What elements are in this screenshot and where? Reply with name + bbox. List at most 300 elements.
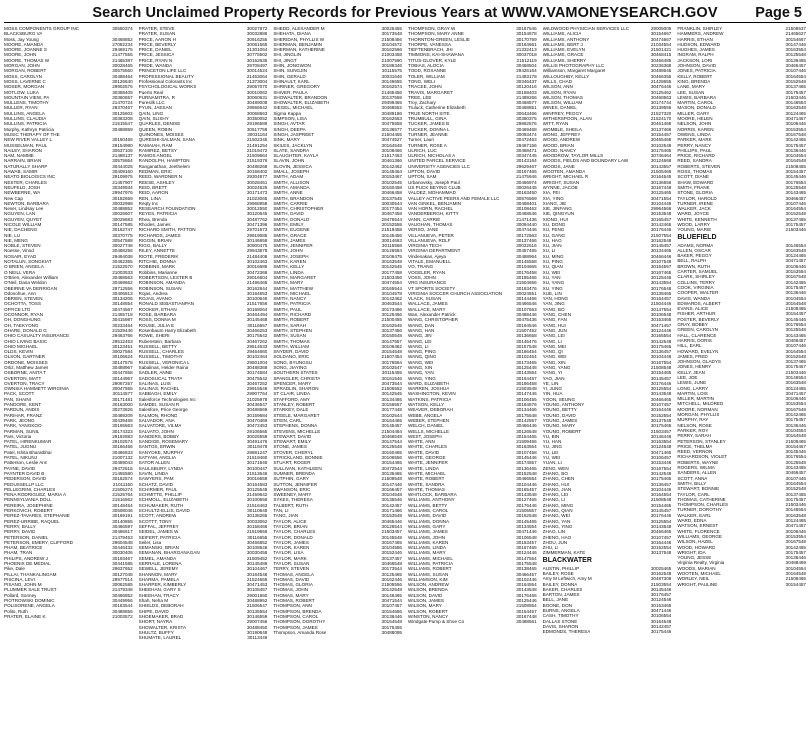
property-id: 30273826 xyxy=(112,407,133,413)
property-id: 21509548 xyxy=(381,476,402,482)
owner-name: XU, FENG xyxy=(542,227,565,233)
property-id: 30487762 xyxy=(246,216,268,222)
property-id: 30142457 xyxy=(650,623,672,629)
owner-name: Pars, Victoria xyxy=(4,433,32,439)
owner-name: THOMPSON, GRAY W xyxy=(408,26,456,31)
property-id: 30047555 xyxy=(112,386,133,392)
owner-name: Pike, Dale xyxy=(4,566,25,572)
owner-name: PARDUN, ANDIS xyxy=(4,407,40,413)
property-id: 30233464 xyxy=(112,322,133,328)
owner-name: WANG, JIN xyxy=(408,333,432,339)
owner-name: SANDERS, BOBBY xyxy=(138,433,180,439)
owner-name: XIANG, JIE xyxy=(542,200,567,206)
property-id: 30146446 xyxy=(650,433,672,439)
owner-name: TRUMBULL, GINA xyxy=(408,116,447,122)
owner-name: ROBINSON, AMANDA xyxy=(138,280,186,286)
owner-name: SMITH, JOSEPH xyxy=(273,253,309,259)
listing-column-2 xyxy=(139,26,268,737)
owner-name: PERRY, BALLY xyxy=(4,523,36,529)
owner-name: ZHANG, HUI xyxy=(542,481,570,487)
owner-name: SMITH, WILLIAM xyxy=(273,343,310,349)
owner-name: PHILIPS, ANDREW J xyxy=(4,555,48,561)
property-id: 30164457 xyxy=(516,375,537,381)
owner-name: WILLIAMS, PATRICIA xyxy=(408,560,454,566)
property-id: 30489043 xyxy=(112,460,133,466)
owner-name: SMITH, JENNIFER xyxy=(273,243,313,249)
property-id: 30160466 xyxy=(112,137,133,143)
property-id: 30115568 xyxy=(381,243,402,249)
property-id: 30471465 xyxy=(650,449,672,455)
owner-name: PHILLIPS, PAUL xyxy=(677,147,712,153)
property-id: 30488563 xyxy=(112,274,133,280)
owner-name: PURNAMITRA, R xyxy=(138,94,175,100)
owner-name: SMITH, CHRISTOPHER xyxy=(273,206,324,212)
owner-name: BAILEY, DONNA xyxy=(542,581,578,587)
property-id: 30125548 xyxy=(785,52,806,58)
property-id: 30176446 xyxy=(650,227,672,233)
property-id: 30124465 xyxy=(785,385,806,391)
owner-name: FRANKLIN, SHIRLEY xyxy=(677,26,723,31)
property-id: 21505556 xyxy=(381,582,402,588)
property-id: 30124668 xyxy=(650,158,672,164)
owner-name: WILLIAMS, KAREN xyxy=(408,539,449,545)
owner-name: YANG, YI xyxy=(542,370,563,376)
property-id: 30164457 xyxy=(650,296,672,302)
owner-name: ROSE, BARBARA xyxy=(138,312,177,318)
owner-name: NGUYEN, LAN xyxy=(4,211,36,217)
property-id: 30024625 xyxy=(246,184,268,190)
owner-name: SMITH, SARAH xyxy=(273,322,306,328)
property-id: 30137456 xyxy=(381,327,402,333)
owner-name: BELL, RALPH xyxy=(677,258,707,264)
owner-name: TITUS-GLOVER, KYLE xyxy=(408,57,457,63)
owner-name: SYKES, THERESA xyxy=(273,497,313,503)
property-id: 21505466 xyxy=(650,169,672,175)
property-id: 30158466 xyxy=(246,523,268,529)
property-id: 30108466 xyxy=(381,147,402,153)
owner-name: REED, SANDRA xyxy=(677,158,712,164)
property-id: 30152558 xyxy=(381,221,402,227)
owner-name: Salesforce Technologies Inc xyxy=(138,396,196,402)
property-id: 30142548 xyxy=(650,470,672,476)
owner-name: WATSON, ERNEST xyxy=(677,523,719,529)
property-id: 21513646 xyxy=(246,470,268,476)
owner-name: SMITH, KELLY xyxy=(273,264,305,270)
owner-name: MASON, DONALD xyxy=(677,105,716,111)
owner-name: NAM, NAMME xyxy=(4,153,34,159)
property-id: 30153554 xyxy=(785,401,806,407)
property-id: 30176554 xyxy=(785,454,806,460)
property-id: 30468471 xyxy=(516,147,537,153)
owner-name: RIGGIN, BRIAN xyxy=(138,237,172,243)
property-id: 30104554 xyxy=(785,565,806,571)
owner-name: MORGAN, ROBERT xyxy=(4,68,47,74)
property-id: 30153465 xyxy=(650,317,672,323)
property-id: 30164554 xyxy=(785,206,806,212)
property-id: 30175457 xyxy=(785,221,806,227)
property-id: 30136465 xyxy=(785,57,806,63)
property-id: 30145446 xyxy=(785,449,806,455)
owner-name: THOMPSON, MARY ANNE xyxy=(408,31,464,37)
listing-column-5 xyxy=(543,26,672,737)
property-id: 21465387 xyxy=(112,57,133,63)
owner-name: SCHIRMER, PAUL xyxy=(138,486,178,492)
owner-name: Ranganathan, Jeethelem xyxy=(138,163,190,169)
property-id: 30470469 xyxy=(246,417,268,423)
owner-name: Turner, Lauri xyxy=(408,137,434,143)
owner-name: SALVATO, JOHN xyxy=(138,428,174,434)
property-id: 30102545 xyxy=(381,179,402,185)
property-id: 30153554 xyxy=(785,269,806,275)
owner-name: JONES, PATRICIA xyxy=(677,68,716,74)
owner-name: ZHANG, LI xyxy=(542,497,566,503)
owner-name: VANN, CARRIE xyxy=(408,216,441,222)
property-id: 29968958 xyxy=(246,200,268,206)
property-id: 30174557 xyxy=(516,460,537,466)
property-id: 30167448 xyxy=(650,184,672,190)
owner-name: PLUMMER SALE TRUST xyxy=(4,587,57,593)
owner-name: WHITE, MICHAEL xyxy=(408,470,446,476)
property-id: 29708497 xyxy=(246,63,268,69)
property-id: 30153446 xyxy=(650,460,672,466)
property-id: 29862576 xyxy=(516,121,537,127)
property-id: 30145464 xyxy=(381,169,402,175)
property-id: 30104554 xyxy=(785,153,806,159)
owner-name: XIA, FEI xyxy=(542,190,560,196)
property-id: 30108646 xyxy=(246,545,268,551)
property-id: 30106624 xyxy=(112,354,133,360)
owner-name: SHOEMAKER, BRAD xyxy=(138,613,184,619)
owner-name: THOMAS, MARY xyxy=(273,592,309,598)
property-id: 21519460 xyxy=(246,455,268,461)
owner-name: PISANO, JOHN M xyxy=(4,582,42,588)
owner-name: INGRAM, RALPH xyxy=(677,52,714,58)
property-id: 30164548 xyxy=(785,300,806,306)
owner-name: VO, TRANG xyxy=(408,264,434,270)
owner-name: RAMAIAH, RAM xyxy=(138,142,173,148)
property-id: 30142457 xyxy=(381,502,402,508)
owner-name: OVERTON, MATT xyxy=(4,375,42,381)
property-id: 30468851 xyxy=(516,105,537,111)
owner-name: HAMMERS, ANDREW xyxy=(677,31,724,37)
property-id: 30164548 xyxy=(650,618,672,624)
owner-name: VOGELER, RYAN xyxy=(408,269,446,275)
property-id: 30126544 xyxy=(381,523,402,529)
owner-name: SNYDER, DAVID xyxy=(273,349,309,355)
property-id: 30166456 xyxy=(112,444,133,450)
owner-name: NAWAB, SAMIR xyxy=(4,169,38,175)
property-id: 30124548 xyxy=(650,444,672,450)
owner-name: CLARK, SHIRLEY xyxy=(677,274,715,280)
property-id: 29426164 xyxy=(516,68,537,74)
property-id: 30136446 xyxy=(785,422,806,428)
owner-name: MULLENS, TIMOTHY xyxy=(4,100,49,106)
owner-name: SMITH, MATTHEW xyxy=(273,285,314,291)
property-id: 30154667 xyxy=(650,31,672,37)
owner-name: WILLIAMS, GEORGE xyxy=(677,533,722,539)
owner-name: PEREZ-TAVARES, STEPHANIE xyxy=(4,513,70,519)
property-id: 30488669 xyxy=(246,407,268,413)
property-id: 30349934 xyxy=(112,184,133,190)
property-id: 30107458 xyxy=(516,449,537,455)
owner-name: XU, PING xyxy=(542,259,563,265)
property-id: 21484408 xyxy=(246,253,268,259)
owner-name: Troy, Zachary xyxy=(408,100,436,106)
property-id: 30466355 xyxy=(650,73,672,79)
owner-name: ZHENG, HAO xyxy=(542,534,572,540)
owner-name: PRICE, BEVERLY xyxy=(138,41,177,47)
owner-name: SEWELL, JEREMY xyxy=(138,566,179,572)
property-id: 30488967 xyxy=(112,365,133,370)
owner-name: SERRALE, LORENA xyxy=(138,560,182,566)
property-id: 30145457 xyxy=(650,243,672,249)
property-id: 30147585 xyxy=(112,221,133,227)
property-id: 30125548 xyxy=(785,459,806,465)
owner-name: TONG, WELI xyxy=(408,78,435,84)
owner-name: ROBERTS, STEVEN xyxy=(677,163,721,169)
owner-name: MITCHELL, MILDRED xyxy=(677,401,724,407)
property-id: 30125602 xyxy=(112,110,133,116)
property-id: 21503457 xyxy=(650,428,672,434)
property-id: 30014524 xyxy=(246,68,268,74)
property-id: 29057070 xyxy=(246,84,268,90)
property-id: 21506552 xyxy=(381,386,402,392)
property-id: 30462355 xyxy=(112,259,133,265)
owner-name: STEWART, BONNIE xyxy=(677,486,720,492)
property-id: 30125554 xyxy=(650,518,672,524)
property-id: 21506547 xyxy=(246,603,268,609)
property-id: 30175465 xyxy=(650,343,672,349)
owner-name: PRICE, DANIEL xyxy=(138,47,172,53)
owner-name: Sabalinas, Helder Raina xyxy=(138,365,189,370)
owner-name: LEE, JOE xyxy=(677,375,698,380)
listing-column-3 xyxy=(273,26,402,737)
owner-name: MILLER, MARTIN xyxy=(677,396,714,402)
property-id: 30032998 xyxy=(112,200,133,206)
property-id: 30471457 xyxy=(785,390,806,396)
property-id: 30137466 xyxy=(516,237,537,243)
owner-name: MOSS, CAROLYN xyxy=(4,73,42,79)
owner-name: Moss, Jay Young xyxy=(4,36,39,42)
owner-name: PIOTROWSKI DOMINIC xyxy=(4,598,55,604)
property-id: 30154667 xyxy=(785,36,806,42)
property-id: 30154457 xyxy=(785,443,806,449)
owner-name: PRICE, RYAN N xyxy=(138,57,173,63)
owner-name: STEPHENS, DONNA xyxy=(273,423,318,429)
property-id: 30060631 xyxy=(246,94,268,100)
property-id: 30164548 xyxy=(381,619,402,625)
owner-name: YU, WEI xyxy=(542,455,561,461)
property-id: 30468546 xyxy=(516,211,537,217)
owner-name: Noesse, Vinod xyxy=(4,248,34,254)
property-id: 30033062 xyxy=(246,518,268,524)
property-id: 30145486 xyxy=(246,560,268,566)
owner-name: SEIDEL, JAMES W xyxy=(138,529,179,535)
owner-name: SMITH, ROBERT xyxy=(273,317,310,323)
owner-name: STEELE, MARGARET xyxy=(273,412,320,418)
property-id: 30030544 xyxy=(381,200,402,206)
property-id: 21301064 xyxy=(246,47,268,53)
owner-name: HARRIS, DORIS xyxy=(677,337,712,343)
property-id: 30137548 xyxy=(650,550,672,556)
owner-name: QURESHI-SALMAN, SANA xyxy=(138,137,196,143)
property-id: 30177454 xyxy=(381,206,402,212)
owner-name: Windgate Pump & Shoe Co xyxy=(408,619,465,625)
property-id: 30061565 xyxy=(246,41,268,47)
property-id: 21465456 xyxy=(381,89,402,95)
property-id: 30164661 xyxy=(516,41,537,47)
property-id: 30014663 xyxy=(381,237,402,243)
owner-name: VANDERBERGH, KITTY xyxy=(408,211,459,217)
owner-name: PAYNE, DAVID xyxy=(4,465,36,471)
owner-name: PARIHAR, FRANZ xyxy=(4,412,42,418)
property-id: 30466457 xyxy=(785,195,806,201)
property-id: 21003572 xyxy=(112,613,133,619)
owner-name: SOUTHERN STATES xyxy=(273,370,318,376)
owner-name: SMITH, ADAM xyxy=(273,174,304,180)
owner-name: SALVADOR, ANA xyxy=(138,417,175,423)
property-id: 29463766 xyxy=(112,333,133,339)
property-id: 30143548 xyxy=(516,587,537,593)
property-id: 30125465 xyxy=(381,571,402,577)
owner-name: WILSON, BRENDA xyxy=(408,587,448,593)
property-id: 29007456 xyxy=(246,619,268,625)
owner-name: REESE, ASHLEY xyxy=(138,179,175,185)
property-id: 30024551 xyxy=(516,290,537,296)
property-id: 30466548 xyxy=(381,560,402,566)
property-id: 30147578 xyxy=(112,359,133,365)
owner-name: LONG, LARRY xyxy=(677,385,709,391)
owner-name: REED, VERNON xyxy=(677,449,713,455)
property-id: 30466446 xyxy=(516,423,537,429)
property-id: 21507454 xyxy=(381,354,402,360)
owner-name: LEE, SUSAN xyxy=(677,89,705,95)
owner-name: WRIGHT, SUSAN xyxy=(542,179,580,185)
property-id: 30467458 xyxy=(381,211,402,217)
owner-name: Shah, Neha M xyxy=(138,598,169,604)
property-id: 30360657 xyxy=(112,94,133,100)
property-id: 30016659 xyxy=(246,476,268,482)
page-title: Search Unclaimed Property Records for Previous Years at WWW.VAMONEYSEARCH.GOV xyxy=(92,5,718,21)
property-id: 30164554 xyxy=(785,73,806,79)
owner-name: SALINAS, RACHEL xyxy=(138,386,180,392)
owner-name: SMITH, KAREN xyxy=(273,259,306,265)
property-id: 30472453 xyxy=(246,423,268,429)
owner-name: VOSS, JOHN xyxy=(408,274,436,280)
property-id: 30168064 xyxy=(246,306,268,312)
owner-name: PEDUSSELLP LLC xyxy=(4,481,44,487)
owner-name: VIRGINIA TECH xyxy=(408,243,442,249)
owner-name: DAVIS, SHARON xyxy=(542,623,579,629)
property-id: 30163544 xyxy=(112,603,133,609)
owner-name: LANE, MARY xyxy=(677,84,706,90)
property-id: 21509664 xyxy=(246,153,268,159)
owner-name: XIONG, HUI xyxy=(542,216,568,222)
listing-entry xyxy=(4,614,133,619)
property-id: 30136446 xyxy=(381,613,402,619)
property-id: 21507554 xyxy=(650,232,672,238)
property-id: 30136658 xyxy=(516,333,537,339)
owner-name: SPRADLIN, SHARON xyxy=(273,386,319,392)
owner-name: XU, DONG xyxy=(542,221,566,227)
owner-name: O'Neil, Dana Weldon xyxy=(4,280,47,286)
property-id: 30486833 xyxy=(112,449,133,455)
property-id: 30472463 xyxy=(516,137,537,143)
owner-name: ZHANG, YAN xyxy=(542,518,571,524)
owner-name: VAN GINKEL, BENJAMIN xyxy=(408,200,462,206)
property-id: 30176564 xyxy=(381,359,402,365)
property-id: 21475946 xyxy=(516,174,537,180)
property-id: 30143465 xyxy=(785,190,806,196)
property-id: 30158402 xyxy=(246,169,268,175)
property-id: 21019472 xyxy=(246,147,268,153)
owner-name: PRINCETON LIFE LLC xyxy=(138,68,187,74)
property-id: 30025559 xyxy=(246,433,268,439)
property-id: 30106457 xyxy=(650,455,672,461)
owner-name: SHUMATE, LAUREL xyxy=(138,635,182,641)
owner-name: WOOD, LARRY xyxy=(677,221,710,227)
owner-name: BURNS, ANGELA xyxy=(542,608,580,614)
owner-name: WOOD, NANCY xyxy=(542,147,577,153)
owner-name: WANG, YING xyxy=(408,375,436,381)
property-id: 30466552 xyxy=(381,105,402,111)
owner-name: TURNER, IRENE xyxy=(677,200,714,206)
property-id: 21503554 xyxy=(650,581,672,587)
owner-name: RICHARD SMITH, PATTON xyxy=(138,227,196,233)
owner-name: SHOWALTER, KRISTA xyxy=(138,624,187,630)
property-id: 21003458 xyxy=(381,52,402,58)
property-id: 30154465 xyxy=(650,370,672,376)
property-id: 30466546 xyxy=(516,301,537,307)
owner-name: OVERTON, TRACY xyxy=(4,380,45,386)
property-id: 30106556 xyxy=(381,455,402,461)
owner-name: TAYLOR, ALICE xyxy=(273,518,307,524)
property-id: 30145457 xyxy=(381,423,402,429)
owner-name: PAN, SHAINI xyxy=(4,396,31,402)
property-id: 30104665 xyxy=(516,264,537,270)
property-id: 30126640 xyxy=(112,78,133,84)
property-id: 21508465 xyxy=(785,306,806,312)
owner-name: WHITE, SANDRA xyxy=(408,481,445,487)
owner-name: TRAVIS, MARGARET xyxy=(408,89,453,95)
owner-name: WILLIAMS, CAROL xyxy=(408,508,449,514)
property-id: 30136446 xyxy=(785,290,806,296)
property-id: 30127465 xyxy=(516,497,537,503)
owner-name: Patel, Ishita Bharatbhai xyxy=(4,449,52,455)
owner-name: SANYOKE, MURPHY xyxy=(138,449,184,455)
owner-name: WILLIAMS, SUSAN xyxy=(408,571,449,577)
owner-name: STANLEY, ROBERT xyxy=(273,402,315,408)
owner-name: ROWE, SHERI xyxy=(138,333,170,339)
property-id: 30143548 xyxy=(650,523,672,529)
owner-name: SHERMAN, BENJAMIN xyxy=(273,41,323,47)
owner-name: SIMPSON, LISA xyxy=(273,116,308,122)
property-id: 30162553 xyxy=(381,116,402,122)
property-id: 21503446 xyxy=(785,94,806,100)
property-id: 30617759 xyxy=(246,126,268,132)
owner-name: BELL, JANE xyxy=(542,597,569,603)
owner-name: Wan, Alexander Patrick xyxy=(408,312,456,318)
property-id: 30154457 xyxy=(650,131,672,137)
property-id: 30167554 xyxy=(650,359,672,365)
property-id: 30488561 xyxy=(516,619,537,625)
owner-name: SCOTTT, TONY xyxy=(138,518,172,524)
owner-name: SHEEHAN, TRACY xyxy=(138,592,179,598)
owner-name: HILL, EARL xyxy=(677,343,702,349)
property-id: 30154457 xyxy=(785,311,806,317)
owner-name: O NEILL VERA xyxy=(4,269,36,275)
owner-name: SHARMA, PAMELA xyxy=(138,576,180,582)
